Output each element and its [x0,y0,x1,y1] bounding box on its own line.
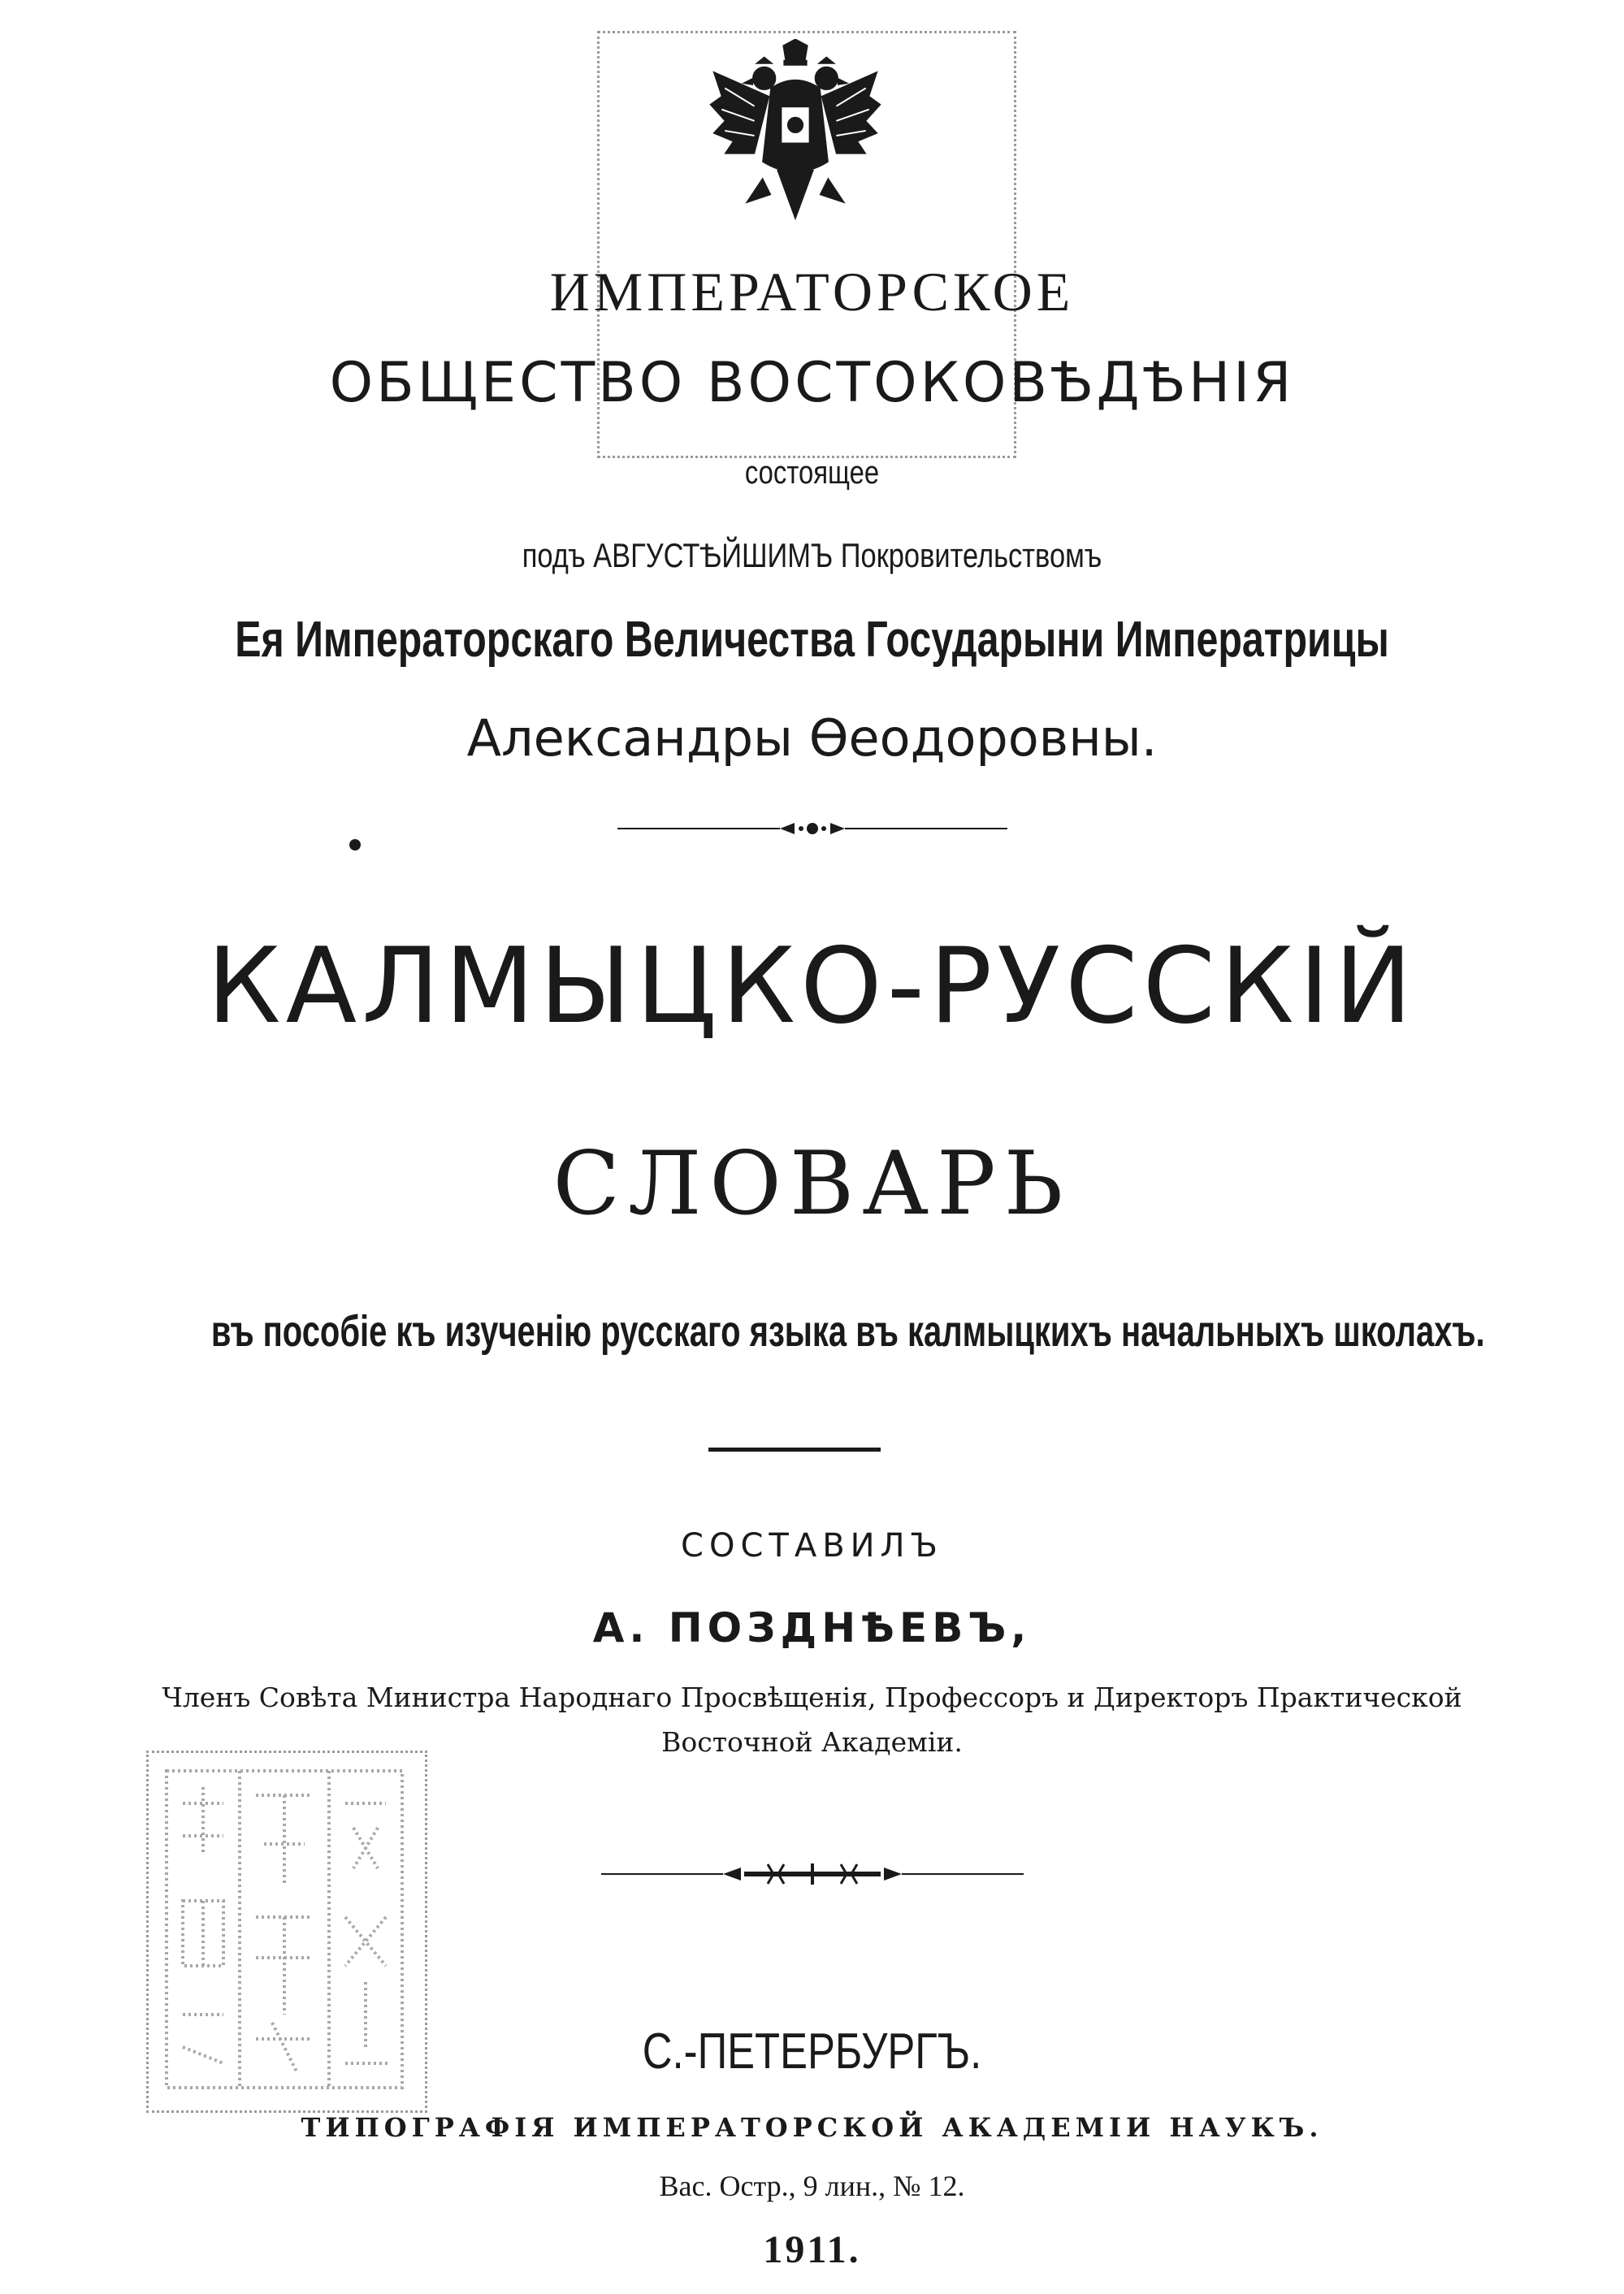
double-headed-eagle-icon [705,39,886,236]
divider-rule [708,1448,881,1452]
patron-title-line: Ея Императорскаго Величества Государыни Императрицы [235,612,1389,668]
society-title-line: ИМПЕРАТОРСКОЕ [549,261,1075,322]
purpose-line: въ пособіе къ изученію русскаго языка въ калмыцкихъ начальныхъ школахъ. [210,1307,1485,1356]
main-subtitle: СЛОВАРЬ [552,1133,1072,1235]
compiled-by-label: СОСТАВИЛЪ [681,1527,943,1565]
main-title: КАЛМЫЦКО-РУССКІЙ [206,926,1418,1047]
ornament-divider-icon [617,816,1007,841]
author-role-line: Членъ Совѣта Министра Народнаго Просвѣщенія, Профессоръ и Директоръ Практической [162,1682,1462,1713]
ornament-divider-icon [601,1860,1024,1888]
printer-address: Вас. Остр., 9 лин., № 12. [659,2170,965,2202]
publication-city: С.-ПЕТЕРБУРГЪ. [642,2023,982,2080]
author-name: А. ПОЗДНѢЕВЪ, [592,1604,1032,1651]
patronage-line: подъ АВГУСТѢЙШИМЪ Покровительствомъ [522,536,1102,574]
ink-speck [349,839,361,851]
society-name-line: ОБЩЕСТВО ВОСТОКОВѢДѢНІЯ [329,351,1295,415]
patron-name-line: Александры Ѳеодоровны. [466,708,1158,768]
society-status-line: состоящее [744,455,880,491]
printer-name: ТИПОГРАФІЯ ИМПЕРАТОРСКОЙ АКАДЕМІИ НАУКЪ. [301,2112,1323,2143]
author-role-line: Восточной Академіи. [661,1726,963,1758]
publication-year: 1911. [763,2228,861,2271]
